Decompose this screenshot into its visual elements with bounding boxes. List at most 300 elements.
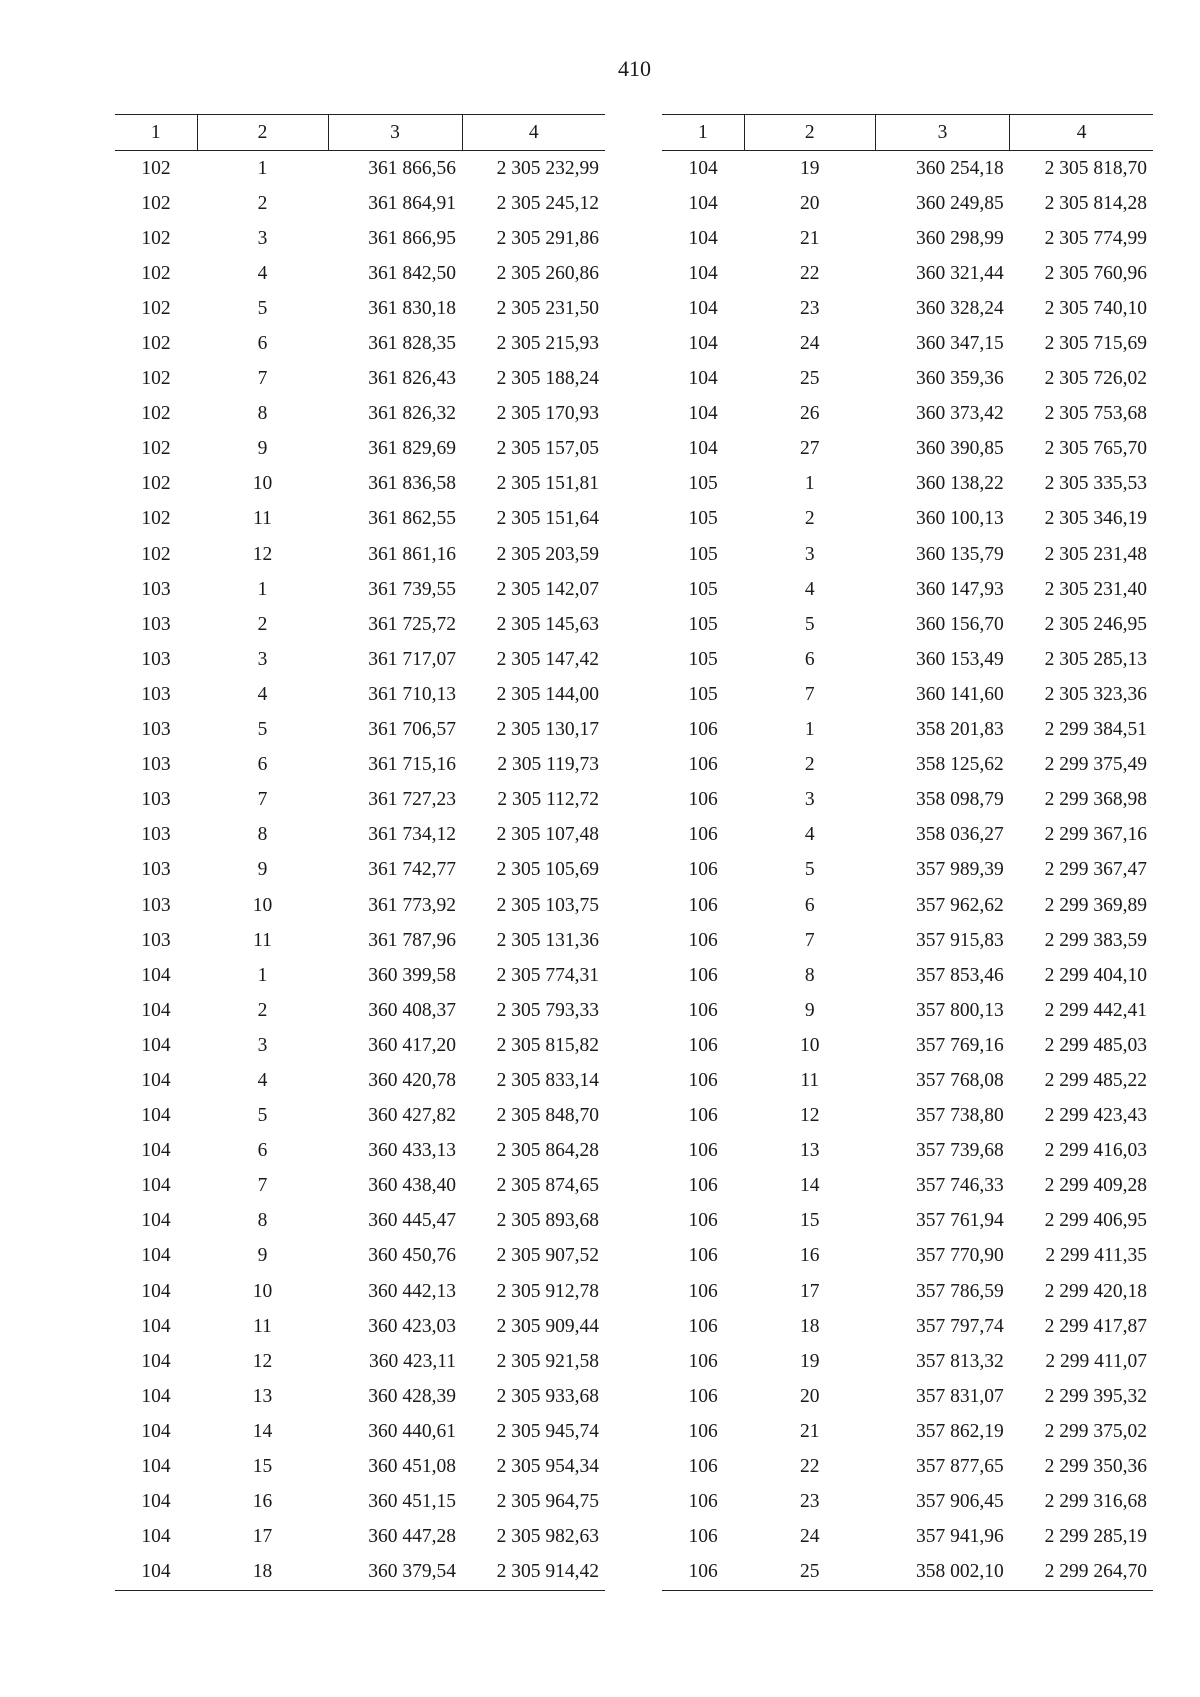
y-coordinate-cell: 2 305 142,07 bbox=[496, 578, 599, 600]
x-coordinate-cell: 360 373,42 bbox=[915, 403, 1004, 425]
y-coordinate-cell: 2 299 350,36 bbox=[1044, 1456, 1147, 1478]
y-coordinate-cell: 2 299 285,19 bbox=[1044, 1526, 1147, 1548]
y-coordinate-cell: 2 299 416,03 bbox=[1044, 1140, 1147, 1162]
y-coordinate-cell: 2 299 485,03 bbox=[1044, 1034, 1147, 1056]
y-coordinate-cell: 2 305 231,50 bbox=[496, 297, 599, 319]
x-coordinate-cell: 357 813,32 bbox=[915, 1350, 1004, 1372]
y-coordinate-cell: 2 299 417,87 bbox=[1044, 1315, 1147, 1337]
table-row bbox=[662, 853, 1153, 888]
point-number-cell: 9 bbox=[257, 438, 268, 460]
y-coordinate-cell: 2 305 107,48 bbox=[496, 824, 599, 846]
table-row bbox=[662, 1204, 1153, 1239]
y-coordinate-cell: 2 305 112,72 bbox=[497, 789, 599, 811]
point-number-cell: 25 bbox=[800, 368, 820, 390]
x-coordinate-cell: 361 828,35 bbox=[368, 333, 456, 355]
y-coordinate-cell: 2 305 151,64 bbox=[496, 508, 599, 530]
y-coordinate-cell: 2 305 912,78 bbox=[496, 1280, 599, 1302]
table-row bbox=[115, 1028, 605, 1063]
point-number-cell: 22 bbox=[800, 262, 820, 284]
point-number-cell: 20 bbox=[800, 192, 820, 214]
x-coordinate-cell: 360 249,85 bbox=[915, 192, 1004, 214]
table-row bbox=[115, 432, 605, 467]
y-coordinate-cell: 2 299 369,89 bbox=[1044, 894, 1147, 916]
x-coordinate-cell: 361 715,16 bbox=[368, 754, 456, 776]
table-row bbox=[662, 1028, 1153, 1063]
point-number-cell: 6 bbox=[257, 333, 268, 355]
y-coordinate-cell: 2 299 375,02 bbox=[1044, 1420, 1147, 1442]
point-number-cell: 10 bbox=[252, 1280, 273, 1302]
y-coordinate-cell: 2 305 130,17 bbox=[496, 719, 599, 741]
y-coordinate-cell: 2 299 264,70 bbox=[1044, 1561, 1147, 1583]
section-number-cell: 106 bbox=[688, 789, 718, 811]
x-coordinate-cell: 360 390,85 bbox=[915, 438, 1004, 460]
point-number-cell: 5 bbox=[804, 859, 815, 881]
table-row bbox=[115, 1169, 605, 1204]
y-coordinate-cell: 2 299 395,32 bbox=[1044, 1385, 1147, 1407]
point-number-cell: 7 bbox=[804, 683, 815, 705]
section-number-cell: 104 bbox=[688, 368, 718, 390]
table-row bbox=[662, 151, 1153, 187]
table-row bbox=[115, 151, 605, 187]
x-coordinate-cell: 357 761,94 bbox=[915, 1210, 1004, 1232]
x-coordinate-cell: 357 906,45 bbox=[915, 1491, 1004, 1513]
point-number-cell: 14 bbox=[252, 1420, 273, 1442]
x-coordinate-cell: 361 861,16 bbox=[368, 543, 456, 565]
y-coordinate-cell: 2 299 368,98 bbox=[1044, 789, 1147, 811]
point-number-cell: 4 bbox=[257, 262, 268, 284]
y-coordinate-cell: 2 305 765,70 bbox=[1044, 438, 1147, 460]
section-number-cell: 103 bbox=[141, 613, 171, 635]
x-coordinate-cell: 357 797,74 bbox=[915, 1315, 1004, 1337]
section-number-cell: 106 bbox=[688, 1069, 718, 1091]
column-header-1: 1 bbox=[115, 115, 197, 151]
section-number-cell: 104 bbox=[688, 227, 718, 249]
y-coordinate-cell: 2 305 231,40 bbox=[1044, 578, 1147, 600]
coordinates-table-right bbox=[662, 114, 1153, 1591]
x-coordinate-cell: 357 962,62 bbox=[915, 894, 1004, 916]
section-number-cell: 103 bbox=[141, 648, 171, 670]
point-number-cell: 14 bbox=[800, 1175, 820, 1197]
section-number-cell: 102 bbox=[141, 543, 171, 565]
y-coordinate-cell: 2 305 323,36 bbox=[1044, 683, 1147, 705]
table-row bbox=[662, 888, 1153, 923]
section-number-cell: 106 bbox=[688, 1175, 718, 1197]
column-header-3: 3 bbox=[328, 115, 462, 151]
y-coordinate-cell: 2 299 383,59 bbox=[1044, 929, 1147, 951]
x-coordinate-cell: 357 831,07 bbox=[915, 1385, 1004, 1407]
point-number-cell: 2 bbox=[257, 613, 268, 635]
section-number-cell: 102 bbox=[141, 403, 171, 425]
point-number-cell: 22 bbox=[800, 1456, 820, 1478]
table-row bbox=[115, 186, 605, 221]
point-number-cell: 9 bbox=[804, 999, 815, 1021]
table-header-row bbox=[662, 115, 1153, 151]
table-row bbox=[662, 256, 1153, 291]
y-coordinate-cell: 2 305 893,68 bbox=[496, 1210, 599, 1232]
point-number-cell: 15 bbox=[252, 1456, 273, 1478]
table-row bbox=[662, 1414, 1153, 1449]
section-number-cell: 106 bbox=[688, 1105, 718, 1127]
x-coordinate-cell: 361 717,07 bbox=[368, 648, 456, 670]
point-number-cell: 5 bbox=[257, 1105, 268, 1127]
x-coordinate-cell: 360 399,58 bbox=[368, 964, 456, 986]
x-coordinate-cell: 360 428,39 bbox=[368, 1385, 456, 1407]
table-row bbox=[115, 572, 605, 607]
column-header-2: 2 bbox=[197, 115, 328, 151]
table-row bbox=[115, 1414, 605, 1449]
table-row bbox=[115, 1485, 605, 1520]
section-number-cell: 106 bbox=[688, 1561, 718, 1583]
x-coordinate-cell: 361 739,55 bbox=[368, 578, 456, 600]
point-number-cell: 23 bbox=[800, 1491, 820, 1513]
point-number-cell: 2 bbox=[804, 508, 815, 530]
column-header-1: 1 bbox=[662, 115, 744, 151]
table-row bbox=[662, 1239, 1153, 1274]
point-number-cell: 19 bbox=[800, 1350, 820, 1372]
table-row bbox=[115, 642, 605, 677]
section-number-cell: 104 bbox=[141, 1069, 171, 1091]
table-row bbox=[115, 818, 605, 853]
section-number-cell: 104 bbox=[141, 1210, 171, 1232]
section-number-cell: 104 bbox=[141, 1526, 171, 1548]
x-coordinate-cell: 357 770,90 bbox=[915, 1245, 1004, 1267]
section-number-cell: 106 bbox=[688, 719, 718, 741]
point-number-cell: 21 bbox=[800, 227, 820, 249]
point-number-cell: 2 bbox=[257, 999, 268, 1021]
table-row bbox=[115, 1274, 605, 1309]
y-coordinate-cell: 2 305 103,75 bbox=[496, 894, 599, 916]
point-number-cell: 19 bbox=[800, 157, 820, 179]
y-coordinate-cell: 2 305 246,95 bbox=[1044, 613, 1147, 635]
x-coordinate-cell: 360 442,13 bbox=[368, 1280, 456, 1302]
section-number-cell: 102 bbox=[141, 227, 171, 249]
section-number-cell: 103 bbox=[141, 859, 171, 881]
table-row bbox=[115, 993, 605, 1028]
y-coordinate-cell: 2 305 907,52 bbox=[496, 1245, 599, 1267]
point-number-cell: 12 bbox=[252, 543, 273, 565]
y-coordinate-cell: 2 305 753,68 bbox=[1044, 403, 1147, 425]
x-coordinate-cell: 360 450,76 bbox=[368, 1245, 456, 1267]
x-coordinate-cell: 360 156,70 bbox=[915, 613, 1004, 635]
point-number-cell: 12 bbox=[800, 1105, 820, 1127]
point-number-cell: 4 bbox=[257, 683, 268, 705]
table-row bbox=[115, 1344, 605, 1379]
section-number-cell: 104 bbox=[688, 333, 718, 355]
point-number-cell: 11 bbox=[253, 508, 272, 530]
point-number-cell: 12 bbox=[252, 1350, 273, 1372]
y-coordinate-cell: 2 305 285,13 bbox=[1044, 648, 1147, 670]
section-number-cell: 102 bbox=[141, 297, 171, 319]
table-row bbox=[115, 397, 605, 432]
x-coordinate-cell: 360 135,79 bbox=[915, 543, 1004, 565]
table-row bbox=[662, 467, 1153, 502]
y-coordinate-cell: 2 305 119,73 bbox=[497, 754, 599, 776]
y-coordinate-cell: 2 305 105,69 bbox=[496, 859, 599, 881]
table-row bbox=[662, 362, 1153, 397]
y-coordinate-cell: 2 305 232,99 bbox=[496, 157, 599, 179]
x-coordinate-cell: 360 321,44 bbox=[915, 262, 1004, 284]
table-row bbox=[662, 958, 1153, 993]
point-number-cell: 13 bbox=[252, 1385, 273, 1407]
x-coordinate-cell: 361 842,50 bbox=[368, 262, 456, 284]
table-row bbox=[662, 923, 1153, 958]
x-coordinate-cell: 360 427,82 bbox=[368, 1105, 456, 1127]
y-coordinate-cell: 2 299 316,68 bbox=[1044, 1491, 1147, 1513]
x-coordinate-cell: 360 445,47 bbox=[368, 1210, 456, 1232]
y-coordinate-cell: 2 305 215,93 bbox=[496, 333, 599, 355]
section-number-cell: 103 bbox=[141, 894, 171, 916]
y-coordinate-cell: 2 299 420,18 bbox=[1044, 1280, 1147, 1302]
section-number-cell: 106 bbox=[688, 1245, 718, 1267]
point-number-cell: 7 bbox=[257, 368, 268, 390]
point-number-cell: 11 bbox=[253, 1315, 272, 1337]
table-row bbox=[662, 748, 1153, 783]
section-number-cell: 106 bbox=[688, 1315, 718, 1337]
table-row bbox=[662, 642, 1153, 677]
table-row bbox=[115, 1063, 605, 1098]
table-row bbox=[662, 1485, 1153, 1520]
table-row bbox=[662, 1344, 1153, 1379]
column-header-2: 2 bbox=[744, 115, 875, 151]
section-number-cell: 106 bbox=[688, 1210, 718, 1232]
point-number-cell: 18 bbox=[252, 1561, 273, 1583]
point-number-cell: 7 bbox=[257, 789, 268, 811]
section-number-cell: 104 bbox=[688, 297, 718, 319]
table-row bbox=[115, 1449, 605, 1484]
column-header-4: 4 bbox=[462, 115, 605, 151]
table-row bbox=[662, 397, 1153, 432]
table-row bbox=[662, 713, 1153, 748]
point-number-cell: 5 bbox=[257, 297, 268, 319]
table-row bbox=[115, 677, 605, 712]
table-row bbox=[662, 1099, 1153, 1134]
x-coordinate-cell: 360 451,15 bbox=[368, 1491, 456, 1513]
section-number-cell: 103 bbox=[141, 719, 171, 741]
y-coordinate-cell: 2 305 814,28 bbox=[1044, 192, 1147, 214]
y-coordinate-cell: 2 299 411,35 bbox=[1045, 1245, 1147, 1267]
y-coordinate-cell: 2 299 404,10 bbox=[1044, 964, 1147, 986]
y-coordinate-cell: 2 305 131,36 bbox=[496, 929, 599, 951]
section-number-cell: 104 bbox=[688, 403, 718, 425]
y-coordinate-cell: 2 299 409,28 bbox=[1044, 1175, 1147, 1197]
table-row bbox=[662, 326, 1153, 361]
x-coordinate-cell: 361 710,13 bbox=[368, 683, 456, 705]
x-coordinate-cell: 361 734,12 bbox=[368, 824, 456, 846]
point-number-cell: 6 bbox=[257, 754, 268, 776]
section-number-cell: 104 bbox=[141, 1561, 171, 1583]
table-row bbox=[662, 221, 1153, 256]
y-coordinate-cell: 2 305 335,53 bbox=[1044, 473, 1147, 495]
x-coordinate-cell: 357 915,83 bbox=[915, 929, 1004, 951]
point-number-cell: 3 bbox=[257, 227, 268, 249]
point-number-cell: 21 bbox=[800, 1420, 820, 1442]
point-number-cell: 3 bbox=[804, 789, 815, 811]
y-coordinate-cell: 2 305 726,02 bbox=[1044, 368, 1147, 390]
y-coordinate-cell: 2 299 406,95 bbox=[1044, 1210, 1147, 1232]
y-coordinate-cell: 2 299 411,07 bbox=[1045, 1350, 1147, 1372]
x-coordinate-cell: 361 742,77 bbox=[368, 859, 456, 881]
section-number-cell: 104 bbox=[141, 1140, 171, 1162]
x-coordinate-cell: 357 769,16 bbox=[915, 1034, 1004, 1056]
table-row bbox=[115, 853, 605, 888]
x-coordinate-cell: 357 738,80 bbox=[915, 1105, 1004, 1127]
y-coordinate-cell: 2 305 945,74 bbox=[496, 1420, 599, 1442]
y-coordinate-cell: 2 305 740,10 bbox=[1044, 297, 1147, 319]
coordinates-table-left bbox=[115, 114, 605, 1591]
x-coordinate-cell: 360 440,61 bbox=[368, 1420, 456, 1442]
point-number-cell: 2 bbox=[804, 754, 815, 776]
y-coordinate-cell: 2 305 144,00 bbox=[496, 683, 599, 705]
y-coordinate-cell: 2 299 384,51 bbox=[1044, 719, 1147, 741]
table-row bbox=[115, 362, 605, 397]
table-row bbox=[662, 432, 1153, 467]
point-number-cell: 1 bbox=[804, 719, 815, 741]
point-number-cell: 20 bbox=[800, 1385, 820, 1407]
point-number-cell: 7 bbox=[257, 1175, 268, 1197]
table-row bbox=[115, 467, 605, 502]
x-coordinate-cell: 358 125,62 bbox=[915, 754, 1004, 776]
section-number-cell: 106 bbox=[688, 1420, 718, 1442]
point-number-cell: 3 bbox=[804, 543, 815, 565]
x-coordinate-cell: 360 138,22 bbox=[915, 473, 1004, 495]
y-coordinate-cell: 2 305 151,81 bbox=[496, 473, 599, 495]
section-number-cell: 106 bbox=[688, 1526, 718, 1548]
table-row bbox=[115, 1555, 605, 1591]
x-coordinate-cell: 358 036,27 bbox=[915, 824, 1004, 846]
x-coordinate-cell: 361 826,32 bbox=[368, 403, 456, 425]
point-number-cell: 3 bbox=[257, 1034, 268, 1056]
section-number-cell: 106 bbox=[688, 824, 718, 846]
y-coordinate-cell: 2 305 260,86 bbox=[496, 262, 599, 284]
x-coordinate-cell: 360 447,28 bbox=[368, 1526, 456, 1548]
y-coordinate-cell: 2 305 793,33 bbox=[496, 999, 599, 1021]
x-coordinate-cell: 357 941,96 bbox=[915, 1526, 1004, 1548]
section-number-cell: 106 bbox=[688, 999, 718, 1021]
page-number: 410 bbox=[618, 56, 651, 81]
table-row bbox=[662, 1134, 1153, 1169]
y-coordinate-cell: 2 305 818,70 bbox=[1044, 157, 1147, 179]
table-row bbox=[662, 818, 1153, 853]
x-coordinate-cell: 360 423,03 bbox=[368, 1315, 456, 1337]
column-header-4: 4 bbox=[1010, 115, 1153, 151]
x-coordinate-cell: 361 836,58 bbox=[368, 473, 456, 495]
section-number-cell: 104 bbox=[141, 999, 171, 1021]
table-row bbox=[115, 1134, 605, 1169]
y-coordinate-cell: 2 305 231,48 bbox=[1044, 543, 1147, 565]
section-number-cell: 104 bbox=[141, 1491, 171, 1513]
section-number-cell: 102 bbox=[141, 262, 171, 284]
point-number-cell: 5 bbox=[257, 719, 268, 741]
table-row bbox=[115, 1204, 605, 1239]
point-number-cell: 2 bbox=[257, 192, 268, 214]
y-coordinate-cell: 2 305 147,42 bbox=[496, 648, 599, 670]
point-number-cell: 10 bbox=[252, 473, 273, 495]
table-row bbox=[115, 713, 605, 748]
x-coordinate-cell: 357 768,08 bbox=[915, 1069, 1004, 1091]
y-coordinate-cell: 2 305 346,19 bbox=[1044, 508, 1147, 530]
point-number-cell: 1 bbox=[804, 473, 815, 495]
x-coordinate-cell: 361 866,56 bbox=[368, 157, 456, 179]
x-coordinate-cell: 361 829,69 bbox=[368, 438, 456, 460]
table-row bbox=[662, 1449, 1153, 1484]
table-row bbox=[662, 783, 1153, 818]
x-coordinate-cell: 357 786,59 bbox=[915, 1280, 1004, 1302]
point-number-cell: 4 bbox=[257, 1069, 268, 1091]
section-number-cell: 104 bbox=[688, 438, 718, 460]
y-coordinate-cell: 2 299 367,16 bbox=[1044, 824, 1147, 846]
x-coordinate-cell: 361 706,57 bbox=[368, 719, 456, 741]
x-coordinate-cell: 357 877,65 bbox=[915, 1456, 1004, 1478]
section-number-cell: 104 bbox=[688, 157, 718, 179]
x-coordinate-cell: 360 100,13 bbox=[915, 508, 1004, 530]
section-number-cell: 105 bbox=[688, 683, 718, 705]
y-coordinate-cell: 2 305 203,59 bbox=[496, 543, 599, 565]
y-coordinate-cell: 2 305 715,69 bbox=[1044, 333, 1147, 355]
table-row bbox=[115, 326, 605, 361]
point-number-cell: 10 bbox=[252, 894, 273, 916]
table-row bbox=[115, 256, 605, 291]
x-coordinate-cell: 360 153,49 bbox=[915, 648, 1004, 670]
section-number-cell: 104 bbox=[141, 1105, 171, 1127]
x-coordinate-cell: 358 098,79 bbox=[915, 789, 1004, 811]
section-number-cell: 104 bbox=[141, 1385, 171, 1407]
table-header-row bbox=[115, 115, 605, 151]
x-coordinate-cell: 361 787,96 bbox=[368, 929, 456, 951]
point-number-cell: 8 bbox=[257, 403, 268, 425]
y-coordinate-cell: 2 305 291,86 bbox=[496, 227, 599, 249]
table-row bbox=[662, 291, 1153, 326]
x-coordinate-cell: 360 417,20 bbox=[368, 1034, 456, 1056]
point-number-cell: 6 bbox=[804, 894, 815, 916]
y-coordinate-cell: 2 305 982,63 bbox=[496, 1526, 599, 1548]
table-row bbox=[115, 1309, 605, 1344]
table-row bbox=[662, 677, 1153, 712]
point-number-cell: 6 bbox=[257, 1140, 268, 1162]
y-coordinate-cell: 2 305 188,24 bbox=[496, 368, 599, 390]
x-coordinate-cell: 360 328,24 bbox=[915, 297, 1004, 319]
section-number-cell: 106 bbox=[688, 894, 718, 916]
x-coordinate-cell: 360 347,15 bbox=[915, 333, 1004, 355]
table-row bbox=[662, 572, 1153, 607]
point-number-cell: 24 bbox=[800, 1526, 820, 1548]
section-number-cell: 104 bbox=[688, 192, 718, 214]
point-number-cell: 10 bbox=[800, 1034, 820, 1056]
section-number-cell: 102 bbox=[141, 368, 171, 390]
section-number-cell: 102 bbox=[141, 333, 171, 355]
x-coordinate-cell: 357 800,13 bbox=[915, 999, 1004, 1021]
x-coordinate-cell: 361 773,92 bbox=[368, 894, 456, 916]
y-coordinate-cell: 2 305 833,14 bbox=[496, 1069, 599, 1091]
y-coordinate-cell: 2 305 921,58 bbox=[496, 1350, 599, 1372]
table-row bbox=[115, 783, 605, 818]
point-number-cell: 27 bbox=[800, 438, 820, 460]
x-coordinate-cell: 357 989,39 bbox=[915, 859, 1004, 881]
point-number-cell: 16 bbox=[252, 1491, 273, 1513]
section-number-cell: 106 bbox=[688, 754, 718, 776]
table-row bbox=[115, 502, 605, 537]
x-coordinate-cell: 357 739,68 bbox=[915, 1140, 1004, 1162]
point-number-cell: 5 bbox=[804, 613, 815, 635]
table-row bbox=[662, 993, 1153, 1028]
section-number-cell: 106 bbox=[688, 1280, 718, 1302]
section-number-cell: 103 bbox=[141, 789, 171, 811]
table-row bbox=[662, 1520, 1153, 1555]
table-row bbox=[115, 291, 605, 326]
x-coordinate-cell: 360 420,78 bbox=[368, 1069, 456, 1091]
table-row bbox=[662, 1274, 1153, 1309]
y-coordinate-cell: 2 305 964,75 bbox=[496, 1491, 599, 1513]
x-coordinate-cell: 361 830,18 bbox=[368, 297, 456, 319]
